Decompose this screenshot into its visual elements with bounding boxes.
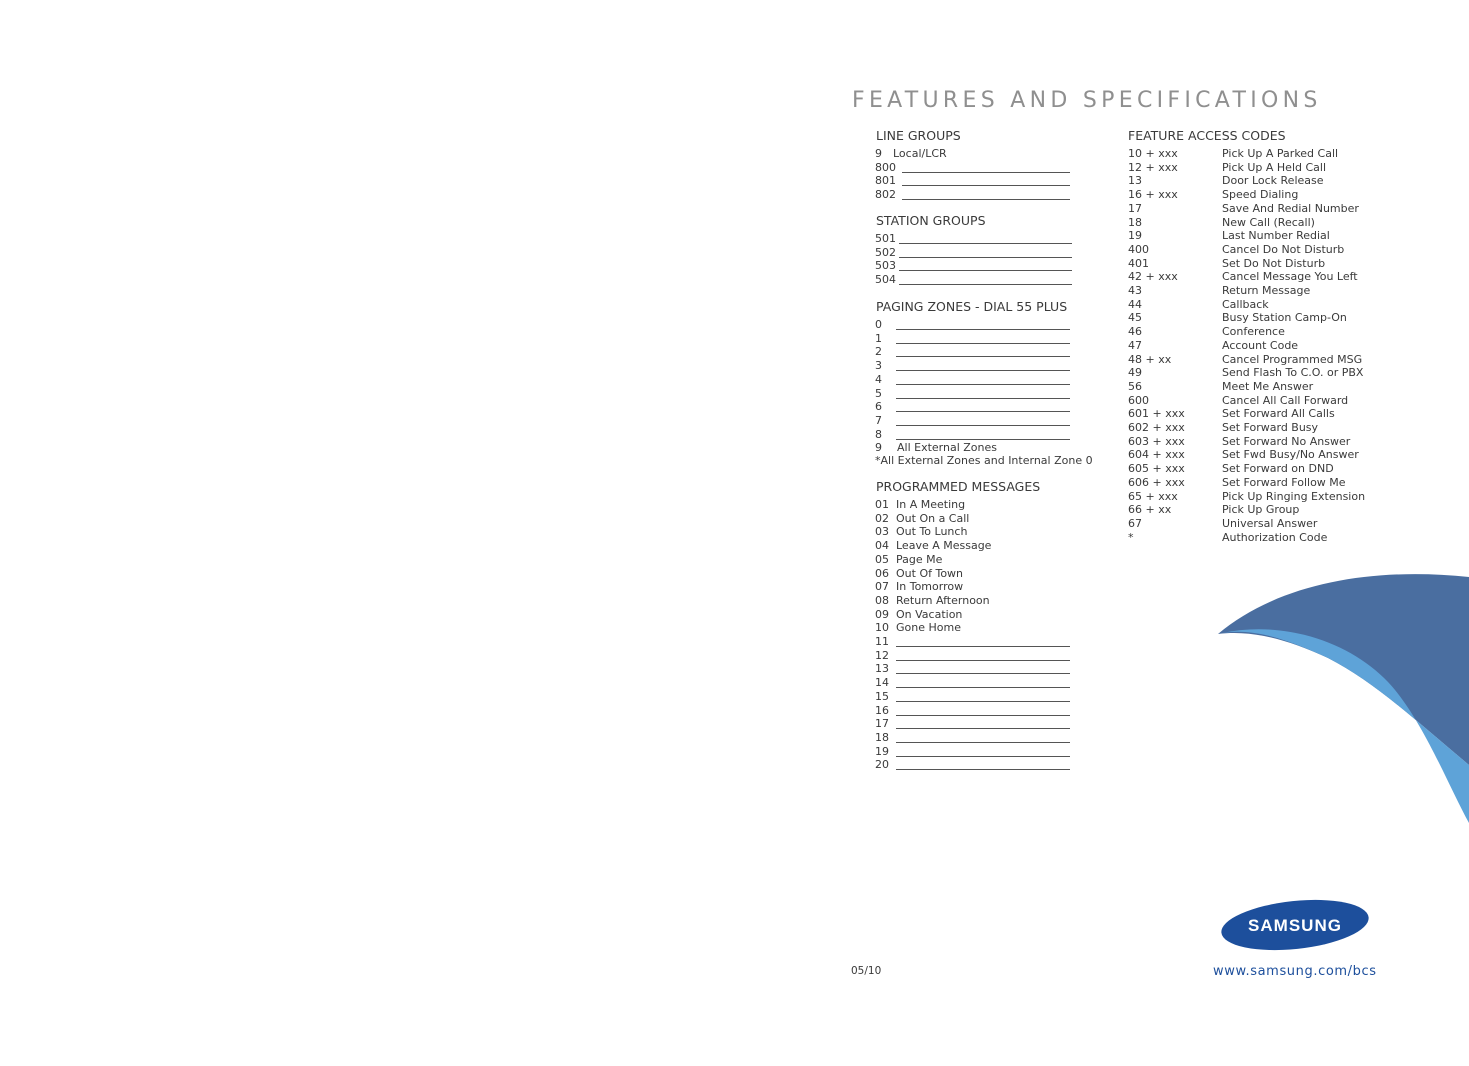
feature-code-row <box>1128 257 1388 271</box>
station-group-row <box>875 259 1075 273</box>
feature-code-row <box>1128 147 1388 161</box>
message-row-code: 11 <box>875 635 889 648</box>
line-group-row-code: 9 <box>875 147 882 160</box>
station-group-row-code: 503 <box>875 259 896 273</box>
feature-code-row-code: 605 + xxx <box>1128 462 1185 476</box>
message-row-code: 20 <box>875 758 889 772</box>
feature-code-row-code: 48 + xx <box>1128 352 1172 366</box>
feature-code-row <box>1128 503 1388 517</box>
feature-code-row <box>1128 421 1388 435</box>
paging-zone-row <box>875 318 1075 332</box>
feature-code-row-label: Set Do Not Disturb <box>1222 256 1326 270</box>
feature-code-row-label: Universal Answer <box>1222 516 1318 530</box>
message-row-code: 04 <box>875 539 889 553</box>
station-groups-heading: STATION GROUPS <box>876 213 986 228</box>
feature-code-row <box>1128 366 1388 380</box>
line-groups-heading: LINE GROUPS <box>876 128 961 143</box>
feature-access-codes-heading: FEATURE ACCESS CODES <box>1128 128 1286 143</box>
feature-code-row-code: 42 + xxx <box>1128 270 1178 284</box>
feature-code-row-code: 43 <box>1128 284 1142 297</box>
svg-text:SAMSUNG: SAMSUNG <box>1248 916 1342 935</box>
paging-zone-row-code: 2 <box>875 345 882 359</box>
paging-zones-heading: PAGING ZONES - DIAL 55 PLUS <box>876 299 1068 314</box>
message-row-code: 07 <box>875 580 889 594</box>
feature-code-row-code: 19 <box>1128 229 1142 243</box>
message-row <box>875 635 1075 649</box>
message-row-code: 16 <box>875 703 889 717</box>
message-row-code: 03 <box>875 525 889 539</box>
feature-code-row <box>1128 380 1388 394</box>
line-group-row <box>875 147 1075 161</box>
paging-zone-row <box>875 387 1075 401</box>
line-group-row <box>875 188 1075 202</box>
message-row <box>875 731 1075 745</box>
paging-zone-row <box>875 359 1075 373</box>
message-row <box>875 580 1075 594</box>
feature-code-row <box>1128 407 1388 421</box>
feature-code-row-label: Set Forward All Calls <box>1222 407 1335 421</box>
message-row-label: Return Afternoon <box>896 593 990 607</box>
message-row <box>875 690 1075 704</box>
station-group-row <box>875 232 1075 246</box>
feature-code-row-code: 13 <box>1128 174 1142 188</box>
feature-code-row-label: Cancel All Call Forward <box>1222 393 1349 407</box>
feature-code-row <box>1128 325 1388 339</box>
message-row-code: 05 <box>875 552 889 566</box>
feature-code-row-code: 18 <box>1128 215 1142 229</box>
page-title: FEATURES AND SPECIFICATIONS <box>852 88 1322 113</box>
feature-code-row-code: 602 + xxx <box>1128 421 1185 434</box>
feature-code-row <box>1128 229 1388 243</box>
feature-code-row <box>1128 394 1388 408</box>
feature-code-row <box>1128 161 1388 175</box>
feature-code-row <box>1128 490 1388 504</box>
message-row <box>875 525 1075 539</box>
paging-zone-row-code: 5 <box>875 386 882 400</box>
feature-code-row <box>1128 531 1388 545</box>
message-row-code: 13 <box>875 662 889 676</box>
feature-code-row <box>1128 462 1388 476</box>
message-row <box>875 717 1075 731</box>
feature-code-row-label: Cancel Do Not Disturb <box>1222 242 1345 256</box>
samsung-logo <box>1220 899 1370 951</box>
feature-code-row-label: Cancel Programmed MSG <box>1222 352 1363 366</box>
message-row-code: 01 <box>875 498 889 511</box>
line-group-row-label: Local/LCR <box>893 147 947 160</box>
wave-graphic <box>1210 570 1469 826</box>
feature-code-row-label: Speed Dialing <box>1222 188 1299 202</box>
station-group-row-code: 501 <box>875 232 896 245</box>
feature-code-row <box>1128 476 1388 490</box>
website-link[interactable]: www.samsung.com/bcs <box>1213 964 1377 979</box>
message-row-code: 02 <box>875 511 889 525</box>
feature-code-row <box>1128 448 1388 462</box>
feature-code-row-code: 66 + xx <box>1128 503 1172 517</box>
message-row-label: Out To Lunch <box>896 525 968 539</box>
feature-code-row-label: New Call (Recall) <box>1222 215 1315 229</box>
feature-code-row-code: 47 <box>1128 338 1142 352</box>
message-row <box>875 745 1075 759</box>
message-row <box>875 621 1075 635</box>
feature-code-row <box>1128 243 1388 257</box>
paging-zone-row-code: 7 <box>875 413 882 427</box>
paging-zone-row-code: 3 <box>875 359 882 373</box>
message-row-label: Page Me <box>896 552 943 566</box>
feature-code-row <box>1128 270 1388 284</box>
paging-zone-row <box>875 414 1075 428</box>
message-row <box>875 608 1075 622</box>
message-row-code: 14 <box>875 676 889 690</box>
paging-zone-row-code: 4 <box>875 372 882 386</box>
feature-code-row-label: Return Message <box>1222 284 1311 297</box>
feature-code-row-code: 56 <box>1128 379 1142 393</box>
feature-code-row-code: 49 <box>1128 366 1142 380</box>
message-row <box>875 553 1075 567</box>
message-row-code: 18 <box>875 730 889 744</box>
message-row <box>875 704 1075 718</box>
feature-code-row-code: 604 + xxx <box>1128 448 1185 462</box>
paging-zone-row-code: 8 <box>875 427 882 441</box>
paging-zone-row <box>875 373 1075 387</box>
feature-code-row-code: 601 + xxx <box>1128 407 1185 421</box>
feature-code-row-label: Meet Me Answer <box>1222 379 1314 393</box>
feature-code-row-code: * <box>1128 530 1134 544</box>
feature-code-row-label: Account Code <box>1222 338 1299 352</box>
feature-code-row-code: 17 <box>1128 201 1142 215</box>
message-row <box>875 567 1075 581</box>
feature-code-row <box>1128 517 1388 531</box>
feature-code-row-code: 12 + xxx <box>1128 160 1178 174</box>
station-group-row-code: 502 <box>875 245 896 259</box>
feature-code-row <box>1128 216 1388 230</box>
message-row-label: Leave A Message <box>896 539 992 553</box>
feature-code-row-label: Pick Up Group <box>1222 503 1300 517</box>
message-row-label: Out On a Call <box>896 511 970 525</box>
paging-zone-row-code: 9 <box>875 441 882 455</box>
feature-code-row-label: Cancel Message You Left <box>1222 270 1358 284</box>
message-row <box>875 539 1075 553</box>
line-group-row <box>875 161 1075 175</box>
message-row-code: 10 <box>875 621 889 635</box>
programmed-messages-heading: PROGRAMMED MESSAGES <box>876 479 1041 494</box>
feature-code-row-code: 401 <box>1128 256 1149 270</box>
feature-code-row-label: Send Flash To C.O. or PBX <box>1222 366 1364 380</box>
feature-code-row-code: 45 <box>1128 311 1142 325</box>
paging-zones-note: *All External Zones and Internal Zone 0 <box>875 454 1093 467</box>
feature-code-row-code: 10 + xxx <box>1128 147 1178 160</box>
print-date: 05/10 <box>851 965 882 977</box>
feature-code-row-code: 46 <box>1128 325 1142 339</box>
feature-code-row <box>1128 298 1388 312</box>
feature-code-row-label: Save And Redial Number <box>1222 201 1359 215</box>
feature-code-row-label: Callback <box>1222 297 1269 311</box>
message-row-code: 19 <box>875 744 889 758</box>
feature-code-row-code: 603 + xxx <box>1128 434 1185 448</box>
feature-code-row <box>1128 174 1388 188</box>
feature-code-row-label: Pick Up A Parked Call <box>1222 147 1339 160</box>
message-row <box>875 512 1075 526</box>
feature-code-row-label: Set Forward Follow Me <box>1222 475 1346 489</box>
message-row-code: 06 <box>875 566 889 580</box>
feature-code-row-label: Set Forward No Answer <box>1222 434 1351 448</box>
feature-code-row-code: 65 + xxx <box>1128 489 1178 503</box>
paging-zone-row-label: All External Zones <box>897 441 998 455</box>
feature-code-row-label: Last Number Redial <box>1222 229 1330 243</box>
feature-code-row-code: 44 <box>1128 297 1142 311</box>
feature-code-row-code: 400 <box>1128 242 1149 256</box>
message-row <box>875 594 1075 608</box>
paging-zone-row-code: 6 <box>875 400 882 414</box>
feature-code-row-label: Authorization Code <box>1222 530 1328 544</box>
message-row-code: 12 <box>875 648 889 662</box>
paging-zone-row <box>875 345 1075 359</box>
feature-code-row-label: Set Fwd Busy/No Answer <box>1222 448 1359 462</box>
paging-zone-row <box>875 428 1075 442</box>
feature-code-row-label: Pick Up A Held Call <box>1222 160 1327 174</box>
feature-code-row-code: 600 <box>1128 393 1149 407</box>
feature-code-row-label: Set Forward Busy <box>1222 421 1319 434</box>
message-row-code: 15 <box>875 689 889 703</box>
station-group-row-code: 504 <box>875 273 896 287</box>
line-group-row-code: 800 <box>875 160 896 174</box>
message-row-code: 17 <box>875 717 889 731</box>
feature-code-row <box>1128 188 1388 202</box>
line-group-row-code: 801 <box>875 174 896 188</box>
message-row-code: 08 <box>875 593 889 607</box>
line-group-row <box>875 174 1075 188</box>
station-group-row <box>875 273 1075 287</box>
message-row <box>875 649 1075 663</box>
feature-code-row <box>1128 284 1388 298</box>
message-row-label: On Vacation <box>896 607 963 621</box>
feature-code-row-code: 67 <box>1128 516 1142 530</box>
paging-zone-row-code: 0 <box>875 318 882 331</box>
feature-code-row-code: 16 + xxx <box>1128 188 1178 202</box>
paging-zone-row <box>875 441 1075 455</box>
feature-code-row-label: Door Lock Release <box>1222 174 1324 188</box>
feature-code-row <box>1128 353 1388 367</box>
feature-code-row-label: Pick Up Ringing Extension <box>1222 489 1366 503</box>
paging-zone-row <box>875 400 1075 414</box>
message-row <box>875 676 1075 690</box>
feature-code-row-label: Conference <box>1222 325 1285 339</box>
feature-code-row <box>1128 435 1388 449</box>
message-row-label: In A Meeting <box>896 498 966 511</box>
message-row-label: Out Of Town <box>896 566 964 580</box>
feature-code-row <box>1128 311 1388 325</box>
message-row-code: 09 <box>875 607 889 621</box>
paging-zone-row-code: 1 <box>875 331 882 345</box>
paging-zone-row <box>875 332 1075 346</box>
message-row-label: In Tomorrow <box>896 580 964 594</box>
feature-code-row <box>1128 202 1388 216</box>
message-row-label: Gone Home <box>896 621 961 635</box>
feature-code-row-label: Busy Station Camp-On <box>1222 311 1347 325</box>
feature-code-row <box>1128 339 1388 353</box>
line-group-row-code: 802 <box>875 188 896 202</box>
feature-code-row-code: 606 + xxx <box>1128 475 1185 489</box>
message-row <box>875 758 1075 772</box>
message-row <box>875 662 1075 676</box>
message-row <box>875 498 1075 512</box>
station-group-row <box>875 246 1075 260</box>
feature-code-row-label: Set Forward on DND <box>1222 462 1334 476</box>
